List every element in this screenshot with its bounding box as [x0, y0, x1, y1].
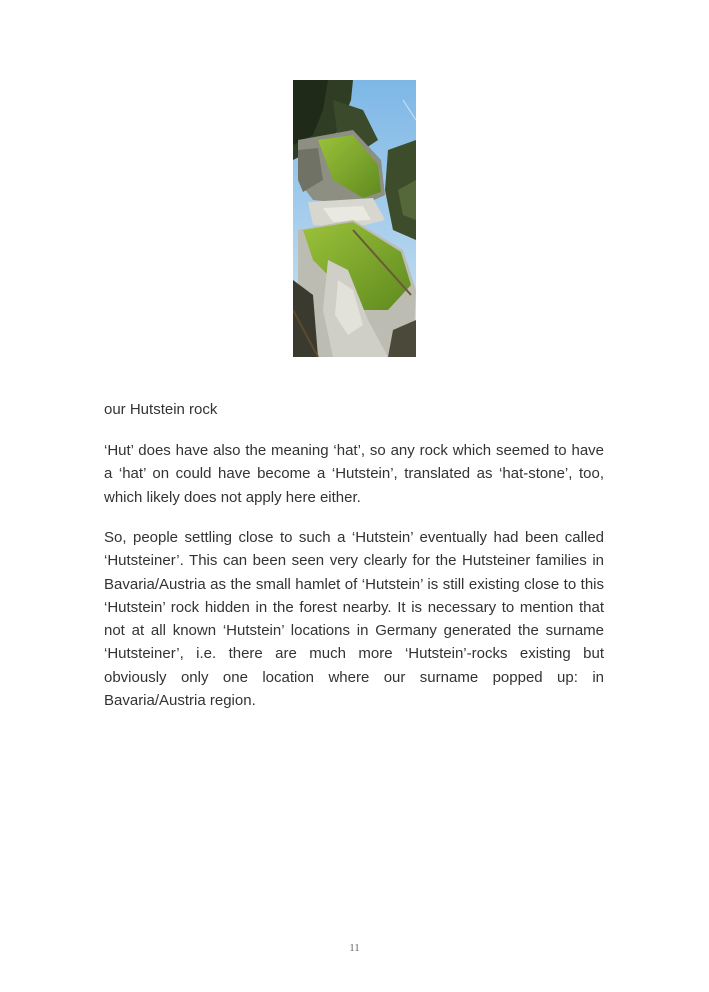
hutstein-rock-photo: [293, 80, 416, 357]
paragraph-hutsteiner-origin: So, people settling close to such a ‘Hutstein’ eventually had been called ‘Hutsteiner’. This can been seen very clearly for the Hutsteiner families in Bavaria/Austria as the small hamlet of ‘Hutstein’ is still existing close to this ‘Hutstein’ rock hidden in the forest nearby. It is necessary to mention that not at all known ‘Hutstein’ locations in Germany generated the surname ‘Hutsteiner’, i.e. there are much more ‘Hutstein’-rocks existing but obviously only one location where our surname popped up: in Bavaria/Austria region.: [104, 529, 604, 710]
photo-caption: our Hutstein rock: [104, 401, 218, 418]
paragraph-hat-meaning: ‘Hut’ does have also the meaning ‘hat’, so any rock which seemed to have a ‘hat’ on could have become a ‘Hutstein’, translated as ‘hat-stone’, too, which likely does not apply here either.: [104, 442, 604, 506]
page-number: 11: [349, 942, 360, 954]
photo-of-mossy-rock-in-forest-icon: [293, 80, 416, 357]
